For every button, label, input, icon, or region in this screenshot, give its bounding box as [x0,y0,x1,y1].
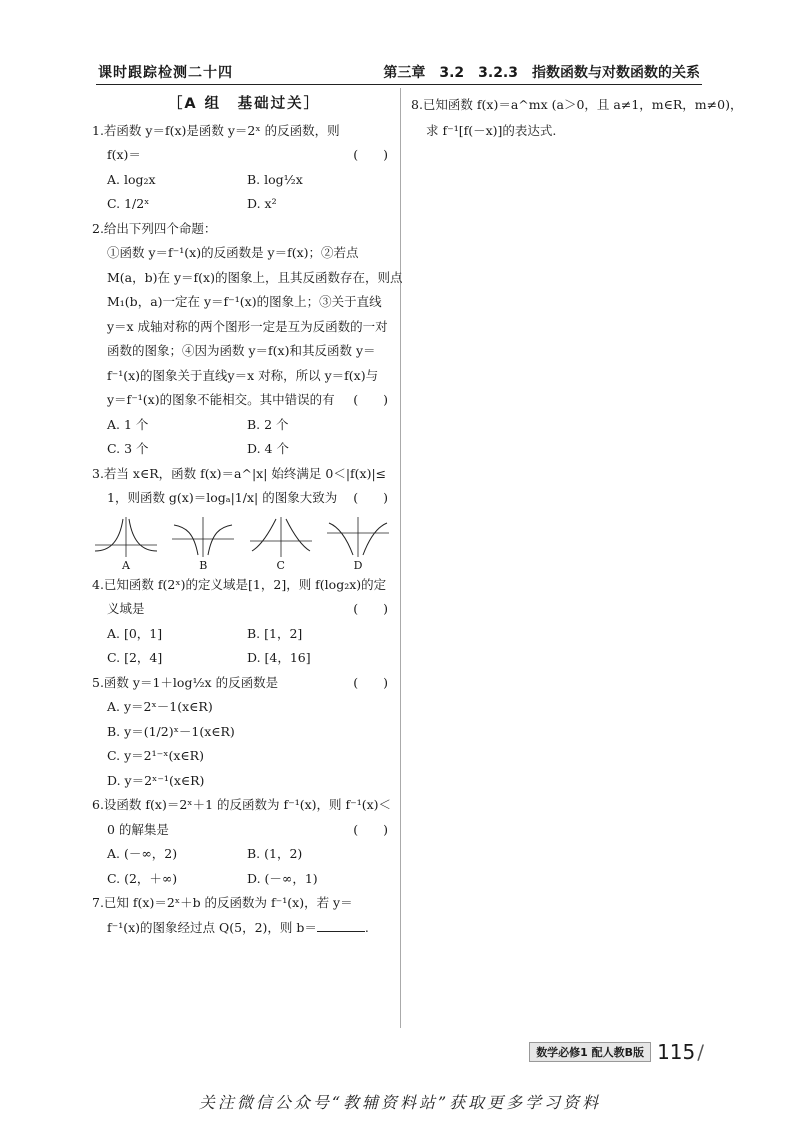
page-footer [529,1040,704,1064]
q2-line2: ①函数 y＝f⁻¹(x)的反函数是 y＝f(x)；②若点 [107,245,359,260]
q1-options-cd [92,192,396,217]
q6-line2: 0 的解集是 ( ) [92,818,396,843]
question-1 [92,119,396,217]
q3-paren: ( ) [353,490,388,505]
question-5 [92,671,396,794]
q6-option-c: C. (2，＋∞) [107,870,178,886]
q3-graph-a [92,515,160,573]
graph-d-plot [325,515,391,559]
q3-line1: 3.若当 x∈R，函数 f(x)＝a^|x| 始终满足 0＜|f(x)|≤ [92,465,387,481]
q2-options-ab [92,413,396,438]
q5-option-c: C. y＝2¹⁻ˣ(x∈R) [107,748,204,763]
q2-line5: y＝x 成轴对称的两个图形一定是互为反函数的一对 [107,318,388,334]
q4-option-b: B. [1，2] [247,625,303,641]
q2-line7: f⁻¹(x)的图象关于直线y＝x 对称，所以 y＝f(x)与 [107,367,379,383]
q8-line1: 8.已知函数 f(x)＝a^mx (a＞0，且 a≠1，m∈R，m≠0)， [411,97,743,112]
q6-paren: ( ) [353,821,388,837]
q6-option-d: D. (－∞，1) [247,870,318,886]
left-column [92,92,403,940]
q4-options-ab [92,622,396,647]
q3-graph-d [324,515,392,573]
q2-option-a: A. 1 个 [107,416,149,432]
question-4 [92,573,396,671]
q1-option-b: B. log½x [247,171,303,187]
q2-line4: M₁(b，a)一定在 y＝f⁻¹(x)的图象上；③关于直线 [107,294,382,309]
q2-option-c: C. 3 个 [107,441,149,456]
q8-line2: 求 f⁻¹[f(－x)]的表达式. [426,123,557,138]
q3-graph-b [169,515,237,573]
right-column [411,92,743,144]
q2-option-d: D. 4 个 [247,441,289,456]
q2-paren: ( ) [353,392,388,407]
book-tag: 数学必修1 配人教B版 [529,1042,651,1062]
q5-line1: 5.函数 y＝1＋log½x 的反函数是 ( ) [92,671,396,696]
graph-b-plot [170,515,236,559]
q2-options-cd [92,437,396,462]
header-rule [96,84,702,85]
q5-option-b: B. y＝(1/2)ˣ－1(x∈R) [107,723,235,739]
q4-line1: 4.已知函数 f(2ˣ)的定义域是[1，2]，则 f(log₂x)的定 [92,576,387,592]
q5-paren: ( ) [353,674,388,690]
page-number: 115 [657,1040,696,1064]
q2-option-b: B. 2 个 [247,416,289,432]
q2-line8: y＝f⁻¹(x)的图象不能相交。其中错误的有 ( ) [92,388,396,413]
q1-option-c: C. 1/2ˣ [107,196,150,211]
graph-a-label: A [122,558,130,572]
footer-slash: / [697,1040,704,1064]
q6-options-cd [92,867,396,892]
column-divider [400,88,401,1028]
graph-b-label: B [199,558,208,572]
question-2 [92,217,403,462]
question-8 [411,92,743,144]
q1-options-ab [92,168,396,193]
question-6 [92,793,396,891]
q5-option-d: D. y＝2ˣ⁻¹(x∈R) [107,772,205,788]
q6-line1: 6.设函数 f(x)＝2ˣ＋1 的反函数为 f⁻¹(x)，则 f⁻¹(x)＜ [92,797,392,812]
q3-graph-c [247,515,315,573]
q6-options-ab [92,842,396,867]
bottom-note: 关注微信公众号“教辅资料站”获取更多学习资料 [198,1093,602,1112]
header-left: 课时跟踪检测二十四 [98,65,233,81]
q6-option-a: A. (－∞，2) [107,846,178,861]
q7-answer-blank [317,919,365,932]
question-3 [92,462,396,573]
question-7 [92,891,396,940]
q1-option-a: A. log₂x [107,171,156,187]
q3-line2: 1，则函数 g(x)＝logₐ|1/x| 的图象大致为 ( ) [92,486,396,511]
q5-option-a: A. y＝2ˣ－1(x∈R) [107,699,213,714]
group-title: ［A 组 基础过关］ [167,96,321,112]
q1-line1: 1.若函数 y＝f(x)是函数 y＝2ˣ 的反函数，则 [92,122,340,138]
q2-line6: 函数的图象；④因为函数 y＝f(x)和其反函数 y＝ [107,343,376,358]
q4-options-cd [92,646,396,671]
header-right: 第三章 3.2 3.2.3 指数函数与对数函数的关系 [383,65,700,81]
graph-c-plot [248,515,314,559]
q1-line2: f(x)＝ ( ) [92,143,396,168]
q7-line2: f⁻¹(x)的图象经过点 Q(5，2)，则 b＝ . [107,919,369,935]
q1-option-d: D. x² [247,196,277,211]
graph-d-label: D [353,558,363,572]
q4-option-d: D. [4，16] [247,650,311,665]
q2-line1: 2.给出下列四个命题： [92,220,217,236]
q6-option-b: B. (1，2) [247,846,303,861]
q4-paren: ( ) [353,601,388,616]
q4-line2: 义域是 ( ) [92,597,396,622]
q7-line1: 7.已知 f(x)＝2ˣ＋b 的反函数为 f⁻¹(x)，若 y＝ [92,895,353,910]
q1-paren: ( ) [353,147,388,162]
graph-a-plot [93,515,159,559]
q4-option-c: C. [2，4] [107,650,163,665]
q3-graphs [92,511,392,573]
q4-option-a: A. [0，1] [107,625,163,641]
graph-c-label: C [276,558,285,572]
q2-line3: M(a，b)在 y＝f(x)的图象上，且其反函数存在，则点 [107,269,403,285]
